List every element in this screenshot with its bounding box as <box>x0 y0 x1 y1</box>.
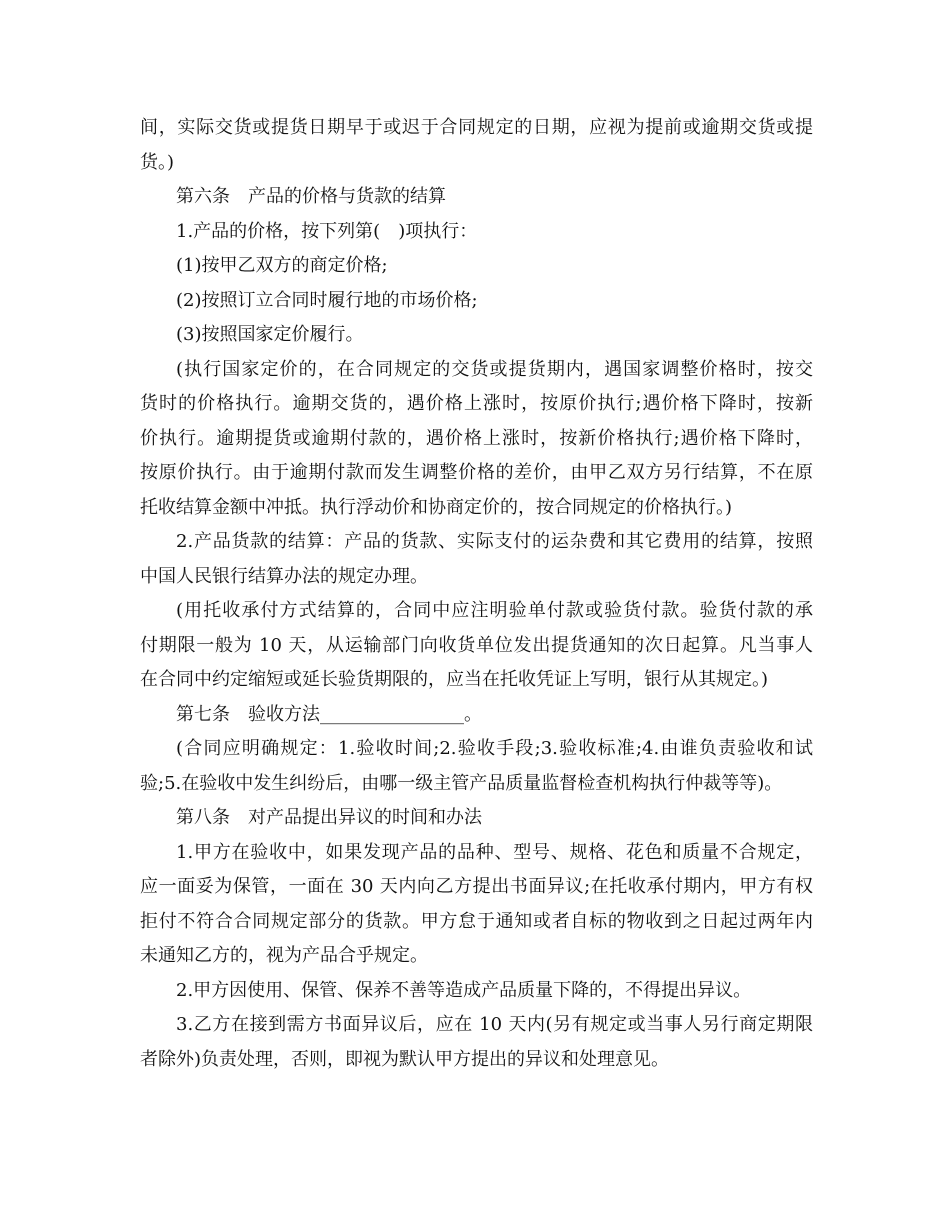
paragraph-line: 货时的价格执行。逾期交货的，遇价格上涨时，按原价执行;遇价格下降时，按新 <box>140 393 813 414</box>
paragraph-line: 托收结算金额中冲抵。执行浮动价和协商定价的，按合同规定的价格执行。) <box>140 496 733 518</box>
paragraph-line: 中国人民银行结算办法的规定办理。 <box>140 565 428 587</box>
paragraph-line: (用托收承付方式结算的，合同中应注明验单付款或验货付款。验货付款的承 <box>176 600 813 621</box>
article-heading: 第八条 对产品提出异议的时间和办法 <box>176 807 482 828</box>
paragraph-line: 2.甲方因使用、保管、保养不善等造成产品质量下降的，不得提出异议。 <box>176 979 752 1001</box>
paragraph-line: 1.产品的价格，按下列第( )项执行： <box>176 220 478 242</box>
article-heading: 第七条 验收方法________________。 <box>176 703 482 725</box>
paragraph-line: 者除外)负责处理，否则，即视为默认甲方提出的异议和处理意见。 <box>140 1048 670 1070</box>
paragraph-line: 2.产品货款的结算：产品的货款、实际支付的运杂费和其它费用的结算，按照 <box>176 531 813 552</box>
document-page <box>140 111 813 1077</box>
paragraph-line: 在合同中约定缩短或延长验货期限的，应当在托收凭证上写明，银行从其规定。) <box>140 669 769 690</box>
list-item: (1)按甲乙双方的商定价格; <box>176 255 388 276</box>
paragraph-line: 验;5.在验收中发生纠纷后，由哪一级主管产品质量监督检查机构执行仲裁等等)。 <box>140 772 783 794</box>
article-heading: 第六条 产品的价格与货款的结算 <box>176 186 446 207</box>
paragraph-line: 价执行。逾期提货或逾期付款的，遇价格上涨时，按新价格执行;遇价格下降时， <box>140 427 813 449</box>
list-item: (2)按照订立合同时履行地的市场价格; <box>176 289 478 311</box>
paragraph-line: 3.乙方在接到需方书面异议后，应在 10 天内(另有规定或当事人另行商定期限 <box>176 1014 813 1035</box>
paragraph-line: 货。) <box>140 151 175 173</box>
paragraph-line: 间，实际交货或提货日期早于或迟于合同规定的日期，应视为提前或逾期交货或提 <box>140 117 813 138</box>
paragraph-line: 1.甲方在验收中，如果发现产品的品种、型号、规格、花色和质量不合规定， <box>176 841 813 863</box>
paragraph-line: 拒付不符合合同规定部分的货款。甲方怠于通知或者自标的物收到之日起过两年内 <box>140 910 813 932</box>
paragraph-line: 未通知乙方的，视为产品合乎规定。 <box>140 945 428 966</box>
paragraph-line: 付期限一般为 10 天，从运输部门向收货单位发出提货通知的次日起算。凡当事人 <box>140 634 813 656</box>
paragraph-line: (合同应明确规定：1.验收时间;2.验收手段;3.验收标准;4.由谁负责验收和试 <box>176 738 813 759</box>
list-item: (3)按照国家定价履行。 <box>176 324 364 345</box>
paragraph-line: (执行国家定价的，在合同规定的交货或提货期内，遇国家调整价格时，按交 <box>176 358 813 380</box>
paragraph-line: 按原价执行。由于逾期付款而发生调整价格的差价，由甲乙双方另行结算，不在原 <box>140 462 813 483</box>
paragraph-line: 应一面妥为保管，一面在 30 天内向乙方提出书面异议;在托收承付期内，甲方有权 <box>140 876 813 897</box>
